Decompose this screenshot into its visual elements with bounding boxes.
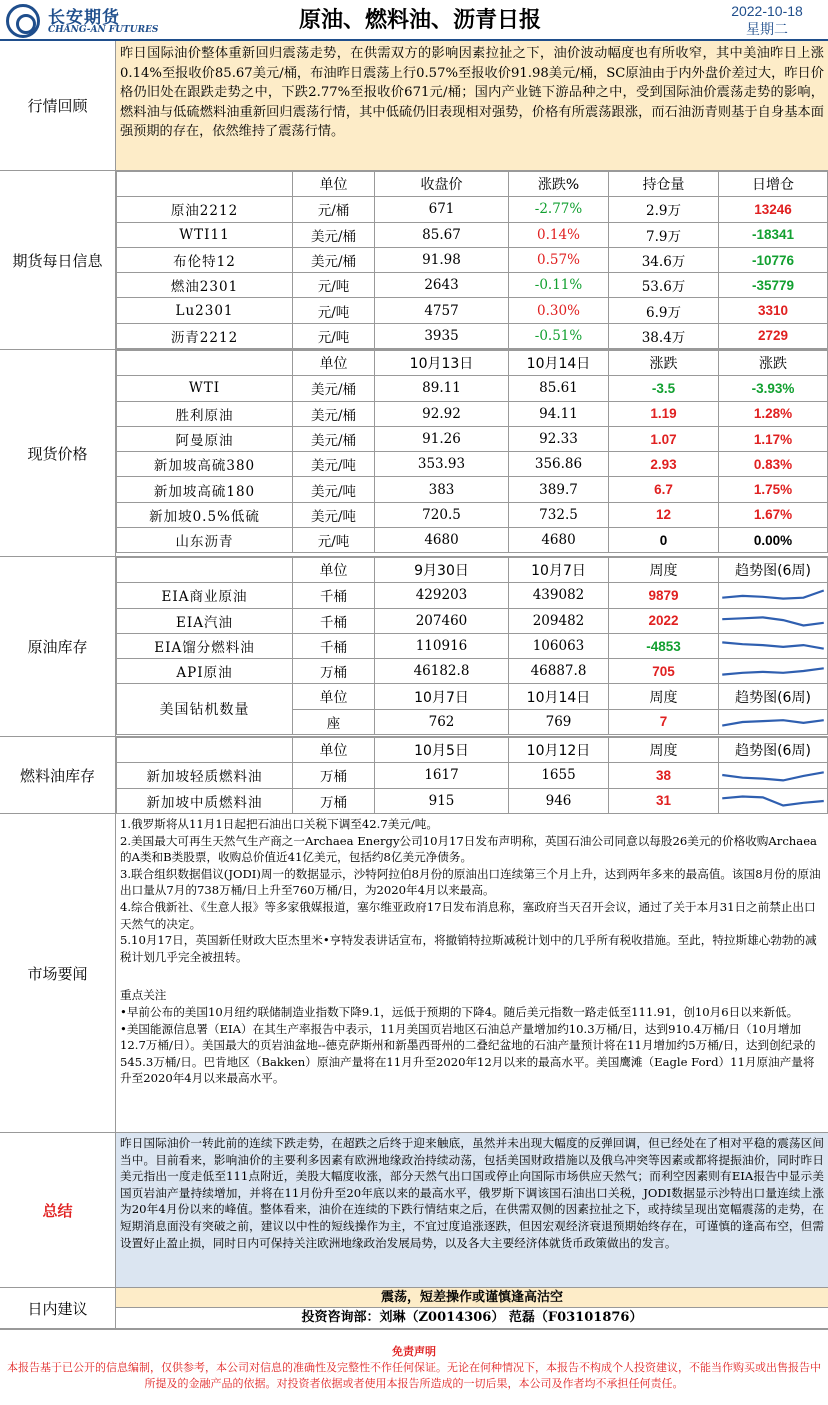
futures-row xyxy=(117,323,828,348)
futures-label: 期货每日信息 xyxy=(0,171,116,349)
spot-d2: 4680 xyxy=(509,528,609,553)
futures-delta: -35779 xyxy=(719,273,828,298)
futures-close: 671 xyxy=(375,197,509,222)
spot-d1: 89.11 xyxy=(375,376,509,401)
spot-d2: 94.11 xyxy=(509,401,609,426)
focus-item: •美国能源信息署（EIA）在其生产率报告中表示，11月美国页岩地区石油总产量增加约10.3万桶/日，达到910.4万桶/日（10月增加12.7万桶/日）。美国最大的页岩油盆地--德克萨斯州和新墨西哥州的二叠纪盆地的石油产量预计将在11月增加约5万桶/日，达到创纪录的545.3万桶/日。巴肯地区（Bakken）原油产量将在11月升至2020年12月以来的最高水平。美国鹰滩（Eagle Ford）11月原油产量将升至2020年4月以来最高水平。 xyxy=(120,1021,816,1086)
news-item: 4.综合俄新社、《生意人报》等多家俄媒报道，塞尔维亚政府17日发布消息称，塞政府当天召开会议，通过了关于本月31日之前禁止出口天然气的决定。 xyxy=(120,899,816,931)
futures-close: 91.98 xyxy=(375,247,509,272)
crude-unit: 千桶 xyxy=(293,608,375,633)
company-name-en: CHANG-AN FUTURES xyxy=(48,25,159,35)
spot-table xyxy=(116,350,828,553)
fuel-unit: 万桶 xyxy=(293,763,375,788)
spot-d1: 720.5 xyxy=(375,502,509,527)
company-name-cn: 长安期货 xyxy=(48,8,120,28)
crude-inventory-section xyxy=(0,557,828,737)
spot-d1: 91.26 xyxy=(375,426,509,451)
crude-d2: 439082 xyxy=(509,583,609,608)
market-review-text: 昨日国际油价整体重新回归震荡走势，在供需双方的影响因素拉扯之下，油价波动幅度也有所收窄，其中美油昨日上涨0.14%至报收价85.67美元/桶，布油昨日震荡上行0.57%至报收价91.98美元/桶，SC原油由于内外盘价差过大，昨日价格仍旧处在跟跌走势之中，下跌2.77%至报收价671元/桶；国内产业链下游品种之中，受到国际油价震荡走势的影响，燃料油与低硫燃料油重新回归震荡行情，其中低硫仍旧表现相对强势，价格有所震荡跟涨，而石油沥青则基于自身基本面强预期的存在，依然维持了震荡行情。 xyxy=(116,41,828,170)
crude-header-trend: 趋势图(6周) xyxy=(719,558,828,583)
futures-unit: 元/吨 xyxy=(293,273,375,298)
sparkline-chart xyxy=(719,583,827,607)
spot-pct: 1.75% xyxy=(719,477,828,502)
fuel-d1: 915 xyxy=(375,788,509,813)
futures-change: 0.57% xyxy=(509,247,609,272)
spot-row xyxy=(117,401,828,426)
spot-header-change: 涨跌 xyxy=(609,351,719,376)
fuel-d1: 1617 xyxy=(375,763,509,788)
spot-row xyxy=(117,376,828,401)
crude-week: -4853 xyxy=(609,633,719,658)
futures-oi: 6.9万 xyxy=(609,298,719,323)
news-spacer xyxy=(120,965,824,987)
spot-header-pct: 涨跌 xyxy=(719,351,828,376)
futures-table xyxy=(116,171,828,349)
focus-title: 重点关注 xyxy=(120,988,167,1003)
spot-pct: 1.17% xyxy=(719,426,828,451)
futures-header-close: 收盘价 xyxy=(375,172,509,197)
crude-header-row xyxy=(117,558,828,583)
futures-change: -0.11% xyxy=(509,273,609,298)
report-title: 原油、燃料油、沥青日报 xyxy=(298,8,541,33)
sparkline-line xyxy=(722,773,824,781)
fuel-header-name xyxy=(117,738,293,763)
futures-row xyxy=(117,273,828,298)
market-news-section xyxy=(0,814,828,1133)
spot-name: 阿曼原油 xyxy=(117,426,293,451)
futures-close: 4757 xyxy=(375,298,509,323)
rig-unit: 座 xyxy=(293,709,375,734)
futures-oi: 53.6万 xyxy=(609,273,719,298)
fuel-inventory-section xyxy=(0,737,828,814)
trend-sparkline xyxy=(719,583,828,608)
futures-unit: 元/吨 xyxy=(293,298,375,323)
spot-chg: 0 xyxy=(609,528,719,553)
fuel-header-week: 周度 xyxy=(609,738,719,763)
futures-header-change: 涨跌% xyxy=(509,172,609,197)
spot-header-name xyxy=(117,351,293,376)
spot-row xyxy=(117,452,828,477)
crude-row xyxy=(117,583,828,608)
intraday-advice-section xyxy=(0,1288,828,1330)
futures-row xyxy=(117,247,828,272)
crude-name: EIA馏分燃料油 xyxy=(117,633,293,658)
spot-unit: 美元/桶 xyxy=(293,426,375,451)
futures-change: -0.51% xyxy=(509,323,609,348)
futures-change: 0.30% xyxy=(509,298,609,323)
trend-sparkline xyxy=(719,763,828,788)
spot-unit: 美元/吨 xyxy=(293,477,375,502)
rig-header-week: 周度 xyxy=(609,684,719,709)
futures-row xyxy=(117,197,828,222)
spot-d1: 353.93 xyxy=(375,452,509,477)
disclaimer xyxy=(0,1330,828,1405)
fuel-row xyxy=(117,763,828,788)
spot-header-row xyxy=(117,351,828,376)
trend-sparkline xyxy=(719,659,828,684)
sparkline-line xyxy=(722,796,824,805)
spot-pct: 0.83% xyxy=(719,452,828,477)
crude-d2: 209482 xyxy=(509,608,609,633)
sparkline-line xyxy=(722,669,824,675)
news-item: 2.美国最大可再生天然气生产商之一Archaea Energy公司10月17日发布声明称，英国石油公司同意以每股26美元的价格收购Archaea的A类和B类股票，收购总价值近41亿美元，包括约8亿美元净债务。 xyxy=(120,833,817,865)
company-logo xyxy=(4,3,159,39)
spot-chg: 1.07 xyxy=(609,426,719,451)
spot-chg: 1.19 xyxy=(609,401,719,426)
rig-d2: 769 xyxy=(509,709,609,734)
spot-name: 新加坡高硫180 xyxy=(117,477,293,502)
intraday-advice-label: 日内建议 xyxy=(0,1288,116,1328)
spot-unit: 元/吨 xyxy=(293,528,375,553)
futures-delta: -10776 xyxy=(719,247,828,272)
summary-text: 昨日国际油价一转此前的连续下跌走势，在超跌之后终于迎来触底，虽然并未出现大幅度的反弹回调，但已经处在了相对平稳的震荡区间当中。目前看来，影响油价的主要利多因素有欧洲地缘政治持续动荡，包括美国财政措施以及俄乌冲突等因素或都将提振油价，同时昨日美元指出一度走低至111点附近，美股大幅度收涨，部分天然气出口国或停止向国际市场供应天然气；而利空因素则有EIA报告中显示美国页岩油产量持续增加，并将在11月份升至20年底以来的最高水平，俄罗斯下调该国石油出口关税，JODI数据显示沙特出口量连续上涨为20年4月份以来的峰值。整体看来，油价在连续的下跌行情结束之后，在供需双侧的因素拉扯之下，或持续呈现出宽幅震荡的走势，在短期消息面没有突破之前，建议以中性的短线操作为主，不宜过度追涨逐跌，但因宏观经济衰退预期始终存在，可谨慎的逢高布空，但需设置好止盈止损，同时日内可保持关注欧洲地缘政治发展局势，以及各大主要经济体就货币政策做出的发言。 xyxy=(116,1133,828,1287)
futures-close: 85.67 xyxy=(375,222,509,247)
spot-d2: 85.61 xyxy=(509,376,609,401)
disclaimer-text: 本报告基于已公开的信息编制，仅供参考，本公司对信息的准确性及完整性不作任何保证。无论在何种情况下，本报告不构成个人投资建议，不能当作购买或出售报告中所提及的金融产品的依据。对投资者依据或者使用本报告所造成的一切后果，本公司及作者均不承担任何责任。 xyxy=(7,1361,821,1390)
spot-header-unit: 单位 xyxy=(293,351,375,376)
spot-pct: 1.67% xyxy=(719,502,828,527)
futures-name: Lu2301 xyxy=(117,298,293,323)
spot-unit: 美元/吨 xyxy=(293,502,375,527)
date-text: 2022-10-18 xyxy=(731,3,803,19)
crude-unit: 千桶 xyxy=(293,633,375,658)
advice-text: 震荡，短差操作或谨慎逢高沽空 xyxy=(116,1288,828,1308)
fuel-name: 新加坡中质燃料油 xyxy=(117,788,293,813)
spot-name: 山东沥青 xyxy=(117,528,293,553)
futures-header-name xyxy=(117,172,293,197)
report-date xyxy=(712,2,822,38)
crude-header-week: 周度 xyxy=(609,558,719,583)
weekday-text: 星期二 xyxy=(746,21,788,37)
sparkline-line xyxy=(722,720,824,725)
futures-oi: 7.9万 xyxy=(609,222,719,247)
crude-unit: 千桶 xyxy=(293,583,375,608)
futures-delta: -18341 xyxy=(719,222,828,247)
futures-close: 3935 xyxy=(375,323,509,348)
spot-row xyxy=(117,502,828,527)
rig-header-trend: 趋势图(6周) xyxy=(719,684,828,709)
news-item: 5.10月17日，英国新任财政大臣杰里米•亨特发表讲话宣布，将撤销特拉斯减税计划中的几乎所有税收措施。至此，特拉斯雄心勃勃的减税计划几乎完全被扭转。 xyxy=(120,933,817,964)
sparkline-line xyxy=(722,617,824,625)
futures-oi: 2.9万 xyxy=(609,197,719,222)
crude-name: EIA汽油 xyxy=(117,608,293,633)
futures-unit: 元/桶 xyxy=(293,197,375,222)
fuel-header-unit: 单位 xyxy=(293,738,375,763)
crude-week: 9879 xyxy=(609,583,719,608)
fuel-header-row xyxy=(117,738,828,763)
spot-d2: 92.33 xyxy=(509,426,609,451)
rig-count-name: 美国钻机数量 xyxy=(117,684,293,735)
crude-inventory-label: 原油库存 xyxy=(0,557,116,736)
rig-header-row xyxy=(117,684,828,709)
spot-d2: 732.5 xyxy=(509,502,609,527)
spot-header-date1: 10月13日 xyxy=(375,351,509,376)
sparkline-chart xyxy=(719,659,827,683)
crude-row xyxy=(117,659,828,684)
fuel-name: 新加坡轻质燃料油 xyxy=(117,763,293,788)
fuel-unit: 万桶 xyxy=(293,788,375,813)
sparkline-chart xyxy=(719,634,827,658)
futures-header-row xyxy=(117,172,828,197)
spot-chg: 2.93 xyxy=(609,452,719,477)
disclaimer-title: 免责声明 xyxy=(392,1345,436,1358)
rig-header-date2: 10月14日 xyxy=(509,684,609,709)
crude-week: 2022 xyxy=(609,608,719,633)
rig-week: 7 xyxy=(609,709,719,734)
futures-section xyxy=(0,171,828,350)
futures-delta: 3310 xyxy=(719,298,828,323)
futures-name: 燃油2301 xyxy=(117,273,293,298)
crude-d2: 46887.8 xyxy=(509,659,609,684)
rig-header-unit: 单位 xyxy=(293,684,375,709)
market-review-label: 行情回顾 xyxy=(0,41,116,170)
fuel-row xyxy=(117,788,828,813)
sparkline-line xyxy=(722,591,824,599)
focus-item: •早前公布的美国10月纽约联储制造业指数下降9.1，远低于预期的下降4。随后美元指数一路走低至111.91，创10月6日以来新低。 xyxy=(120,1004,799,1019)
futures-header-oi: 持仓量 xyxy=(609,172,719,197)
futures-change: -2.77% xyxy=(509,197,609,222)
sparkline-line xyxy=(722,642,824,648)
rig-header-date1: 10月7日 xyxy=(375,684,509,709)
futures-unit: 美元/桶 xyxy=(293,222,375,247)
spot-header-date2: 10月14日 xyxy=(509,351,609,376)
crude-d1: 110916 xyxy=(375,633,509,658)
fuel-inventory-table xyxy=(116,737,828,814)
spot-chg: 12 xyxy=(609,502,719,527)
futures-name: 原油2212 xyxy=(117,197,293,222)
trend-sparkline xyxy=(719,788,828,813)
crude-d1: 429203 xyxy=(375,583,509,608)
fuel-week: 31 xyxy=(609,788,719,813)
spot-d1: 4680 xyxy=(375,528,509,553)
spot-label: 现货价格 xyxy=(0,350,116,556)
futures-unit: 元/吨 xyxy=(293,323,375,348)
report-header xyxy=(0,0,828,41)
spot-unit: 美元/吨 xyxy=(293,452,375,477)
spot-name: 新加坡0.5%低硫 xyxy=(117,502,293,527)
news-item: 3.联合组织数据倡议(JODI)周一的数据显示，沙特阿拉伯8月份的原油出口连续第三个月上升，达到两年多来的最高值。该国8月份的原油出口量从7月的738万桶/日上升至760万桶/日，为2020年4月以来最高。 xyxy=(120,866,821,898)
spot-name: WTI xyxy=(117,376,293,401)
sparkline-chart xyxy=(719,789,827,813)
spot-d2: 356.86 xyxy=(509,452,609,477)
spot-d1: 383 xyxy=(375,477,509,502)
crude-unit: 万桶 xyxy=(293,659,375,684)
futures-row xyxy=(117,222,828,247)
spot-name: 胜利原油 xyxy=(117,401,293,426)
futures-row xyxy=(117,298,828,323)
spot-pct: 0.00% xyxy=(719,528,828,553)
spot-row xyxy=(117,477,828,502)
spot-section xyxy=(0,350,828,557)
crude-d1: 46182.8 xyxy=(375,659,509,684)
spot-chg: -3.5 xyxy=(609,376,719,401)
futures-delta: 2729 xyxy=(719,323,828,348)
futures-name: 布伦特12 xyxy=(117,247,293,272)
futures-name: 沥青2212 xyxy=(117,323,293,348)
crude-name: API原油 xyxy=(117,659,293,684)
news-item: 1.俄罗斯将从11月1日起把石油出口关税下调至42.7美元/吨。 xyxy=(120,817,438,831)
spot-d1: 92.92 xyxy=(375,401,509,426)
futures-oi: 34.6万 xyxy=(609,247,719,272)
trend-sparkline xyxy=(719,709,828,734)
market-news-label: 市场要闻 xyxy=(0,814,116,1132)
spot-name: 新加坡高硫380 xyxy=(117,452,293,477)
futures-close: 2643 xyxy=(375,273,509,298)
futures-delta: 13246 xyxy=(719,197,828,222)
sparkline-chart xyxy=(719,710,827,734)
fuel-d2: 1655 xyxy=(509,763,609,788)
trend-sparkline xyxy=(719,608,828,633)
crude-row xyxy=(117,608,828,633)
summary-section xyxy=(0,1133,828,1288)
futures-oi: 38.4万 xyxy=(609,323,719,348)
market-review-section xyxy=(0,41,828,171)
spot-unit: 美元/桶 xyxy=(293,401,375,426)
crude-d2: 106063 xyxy=(509,633,609,658)
futures-name: WTI11 xyxy=(117,222,293,247)
fuel-d2: 946 xyxy=(509,788,609,813)
crude-header-date2: 10月7日 xyxy=(509,558,609,583)
sparkline-chart xyxy=(719,609,827,633)
trend-sparkline xyxy=(719,633,828,658)
crude-inventory-table xyxy=(116,557,828,735)
spot-row xyxy=(117,528,828,553)
fuel-week: 38 xyxy=(609,763,719,788)
logo-emblem-icon xyxy=(6,4,40,38)
crude-name: EIA商业原油 xyxy=(117,583,293,608)
futures-change: 0.14% xyxy=(509,222,609,247)
advisor-credit: 投资咨询部：刘琳（Z0014306） 范磊（F03101876） xyxy=(116,1308,828,1328)
crude-header-name xyxy=(117,558,293,583)
fuel-header-date1: 10月5日 xyxy=(375,738,509,763)
rig-d1: 762 xyxy=(375,709,509,734)
fuel-header-trend: 趋势图(6周) xyxy=(719,738,828,763)
spot-pct: 1.28% xyxy=(719,401,828,426)
spot-chg: 6.7 xyxy=(609,477,719,502)
futures-unit: 美元/桶 xyxy=(293,247,375,272)
fuel-header-date2: 10月12日 xyxy=(509,738,609,763)
crude-header-date1: 9月30日 xyxy=(375,558,509,583)
summary-label: 总结 xyxy=(0,1133,116,1287)
spot-pct: -3.93% xyxy=(719,376,828,401)
sparkline-chart xyxy=(719,763,827,787)
crude-row xyxy=(117,633,828,658)
spot-d2: 389.7 xyxy=(509,477,609,502)
fuel-inventory-label: 燃料油库存 xyxy=(0,737,116,813)
market-news-body xyxy=(116,814,828,1132)
spot-row xyxy=(117,426,828,451)
crude-week: 705 xyxy=(609,659,719,684)
spot-unit: 美元/桶 xyxy=(293,376,375,401)
crude-d1: 207460 xyxy=(375,608,509,633)
futures-header-unit: 单位 xyxy=(293,172,375,197)
crude-header-unit: 单位 xyxy=(293,558,375,583)
futures-header-delta: 日增仓 xyxy=(719,172,828,197)
